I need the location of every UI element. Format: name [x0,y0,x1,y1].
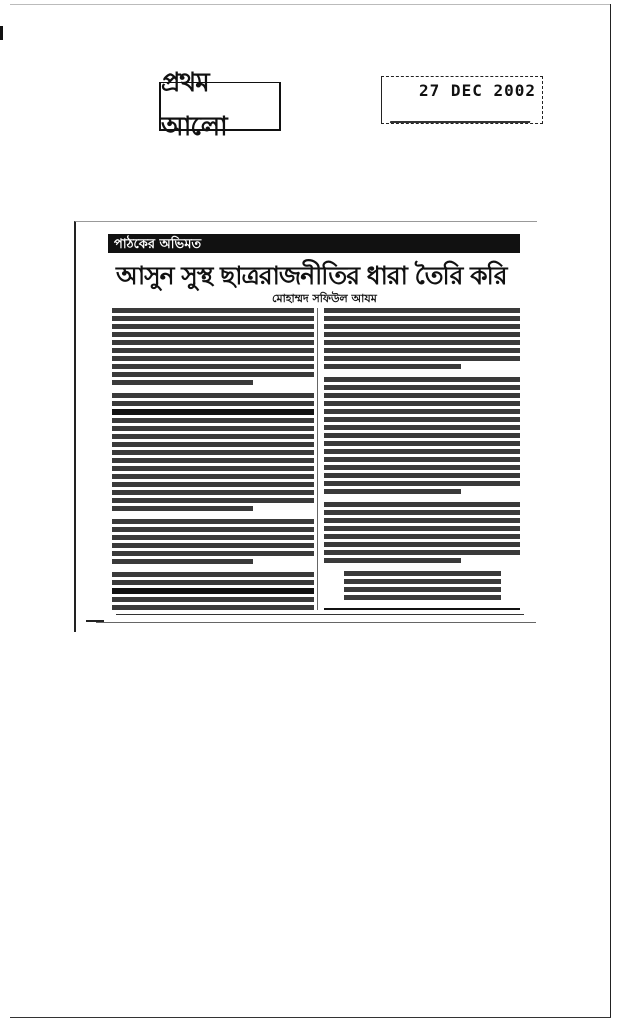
date-stamp [381,76,543,124]
stamp-handwriting [390,103,534,123]
article-column-left [112,308,318,610]
section-label: পাঠকের অভিমত [114,237,202,252]
article-column-right [324,308,520,610]
section-header-bar [108,234,520,253]
page-edge-bottom [10,1017,611,1018]
bottom-rule-outer [96,622,536,623]
corner-mark [0,26,3,40]
bottom-rule [116,614,524,615]
newspaper-masthead: প্রথম আলো [159,82,281,131]
newspaper-clipping [74,221,537,632]
cut-mark [86,620,104,622]
page-edge-right [610,4,611,1018]
article-headline: আসুন সুস্থ ছাত্ররাজনীতির ধারা তৈরি করি [116,261,507,290]
article-byline: মোহাম্মদ সফিউল আযম [272,292,377,305]
stamp-date: 27 DEC 2002 [419,81,536,100]
page-edge-top [10,4,611,5]
